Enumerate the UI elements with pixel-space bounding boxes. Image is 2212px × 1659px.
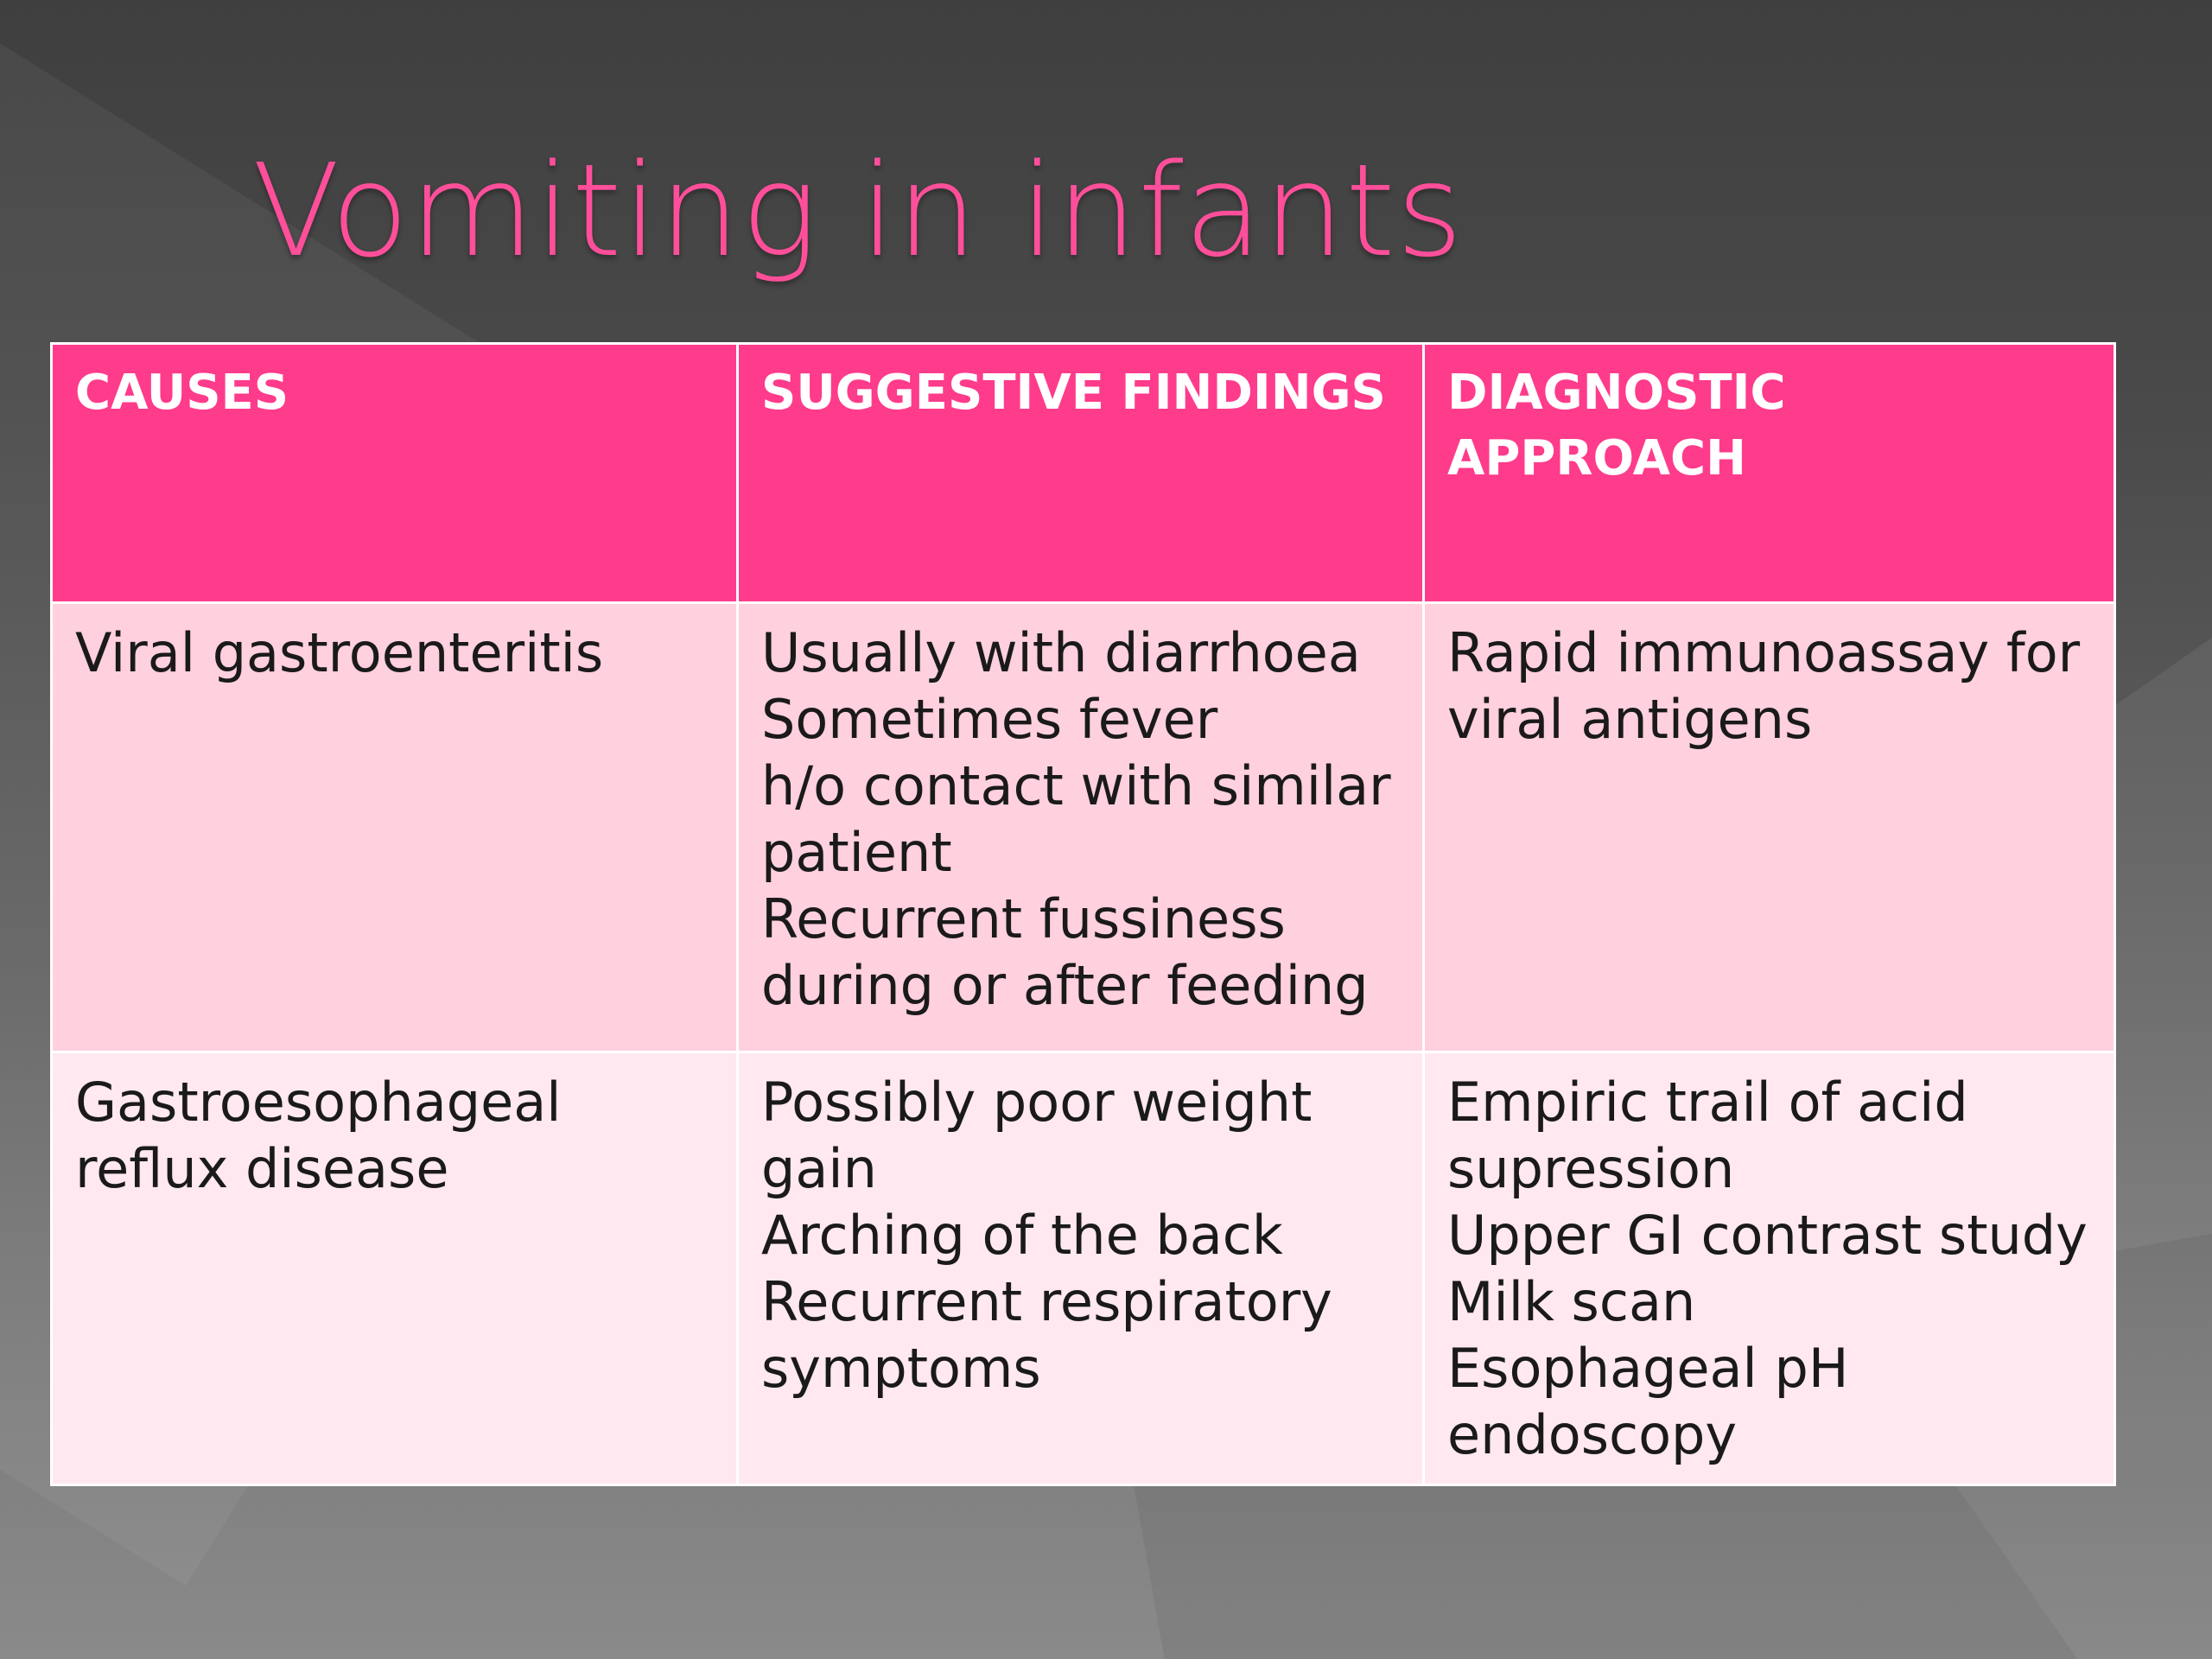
approach-line: Rapid immunoassay for viral antigens: [1447, 621, 2081, 751]
causes-table: [50, 342, 2116, 1486]
approach-line: Milk scan: [1447, 1270, 1696, 1333]
approach-line: Upper GI contrast study: [1447, 1204, 2088, 1267]
header-suggestive-findings: SUGGESTIVE FINDINGS: [738, 344, 1424, 603]
header-causes: CAUSES: [52, 344, 738, 603]
approach-line: Empiric trail of acid supression: [1447, 1071, 1968, 1200]
table-row: [52, 1052, 2115, 1485]
finding-line: Possibly poor weight gain: [761, 1071, 1313, 1200]
finding-line: Sometimes fever: [761, 688, 1218, 751]
table-header-row: [52, 344, 2115, 603]
header-diagnostic-approach: DIAGNOSTIC APPROACH: [1424, 344, 2115, 603]
cause-cell: Viral gastroenteritis: [52, 603, 738, 1052]
approach-line: Esophageal pH: [1447, 1337, 1849, 1400]
slide-title: Vomiting in infants: [252, 137, 1465, 285]
findings-cell: [738, 1052, 1424, 1485]
finding-line: Arching of the back: [761, 1204, 1283, 1267]
finding-line: Recurrent fussiness during or after feeding: [761, 887, 1369, 1017]
finding-line: Recurrent respiratory symptoms: [761, 1270, 1332, 1400]
finding-line: h/o contact with similar patient: [761, 754, 1391, 884]
finding-line: Usually with diarrhoea: [761, 621, 1361, 684]
cause-cell: Gastroesophageal reflux disease: [52, 1052, 738, 1485]
table-row: [52, 603, 2115, 1052]
approach-line: endoscopy: [1447, 1403, 1738, 1466]
findings-cell: [738, 603, 1424, 1052]
approach-cell: [1424, 1052, 2115, 1485]
approach-cell: [1424, 603, 2115, 1052]
